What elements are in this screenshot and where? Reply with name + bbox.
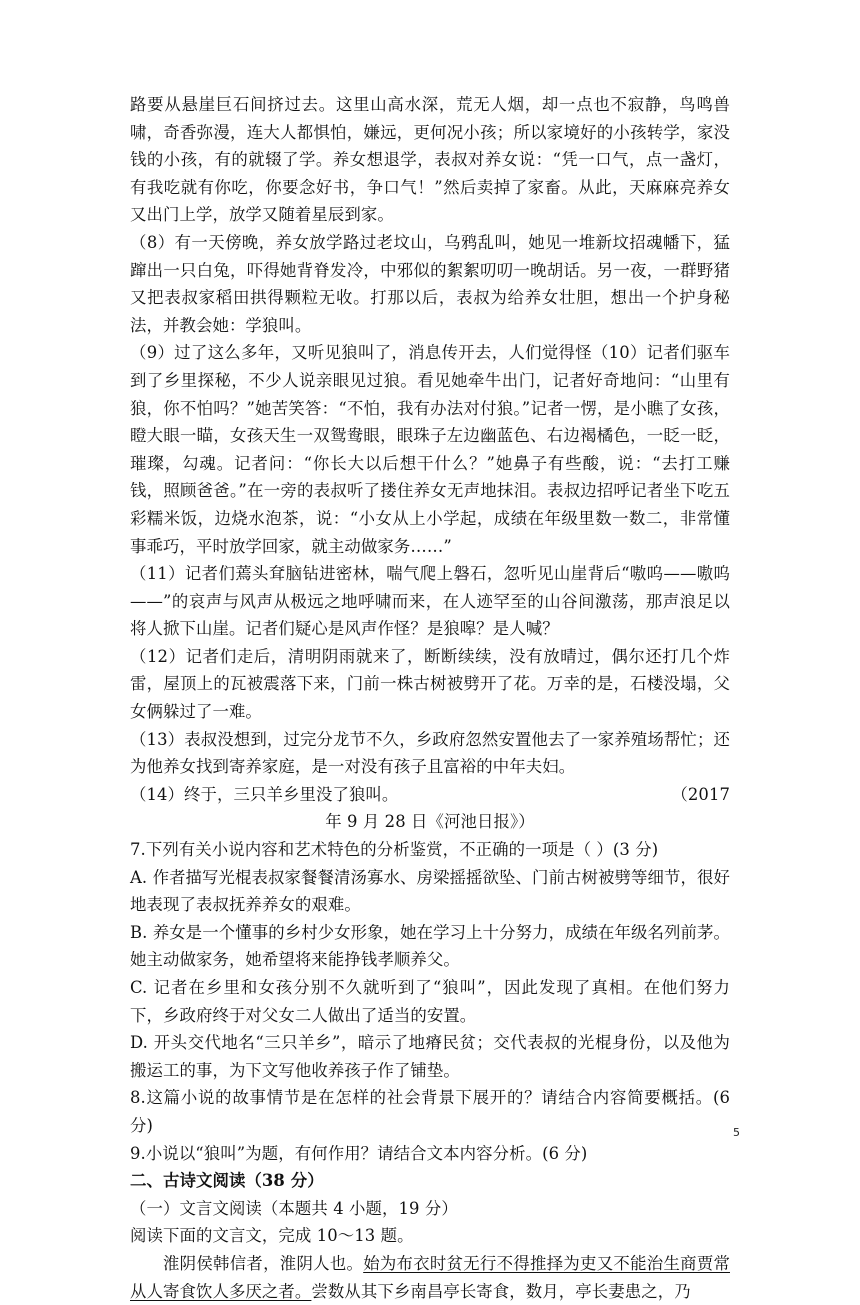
story-paragraph-11: （11）记者们蔫头耷脑钻进密林，喘气爬上磐石，忽听见山崖背后“嗷呜——嗷呜——”的哀声与风声从极远之地呼啸而来，在人迹罕至的山谷间激荡，那声浪足以将人掀下山崖。记者们疑心是风声作怪？是狼嗥？是人喊？ [130, 564, 730, 639]
story-paragraph-9-10: （9）过了这么多年，又听见狼叫了，消息传开去，人们觉得怪（10）记者们驱车到了乡里探秘，不少人说亲眼见过狼。看见她牵牛出门，记者好奇地问：“山里有狼，你不怕吗？”她苦笑答：“不怕，我有办法对付狼。”记者一愣，是小瞧了女孩，瞪大眼一瞄，女孩天生一双鸳鸯眼，眼珠子左边幽蓝色、右边褐橘色，一眨一眨，璀璨，勾魂。记者问：“你长大以后想干什么？”她鼻子有些酸，说：“去打工赚钱，照顾爸爸。”在一旁的表叔听了搂住养女无声地抹泪。表叔边招呼记者坐下吃五彩糯米饭，边烧水泡茶，说：“小女从上小学起，成绩在年级里数一数二，非常懂事乖巧，平时放学回家，就主动做家务……” [130, 343, 730, 556]
story-paragraph-8: （8）有一天傍晚，养女放学路过老坟山，乌鸦乱叫，她见一堆新坟招魂幡下，猛蹿出一只白兔，吓得她背脊发冷，中邪似的絮絮叨叨一晚胡话。另一夜，一群野猪又把表叔家稻田拱得颗粒无收。打那以后，表叔为给养女壮胆，想出一个护身秘法，并教会她：学狼叫。 [130, 232, 730, 335]
reading-instruction: 阅读下面的文言文，完成 10～13 题。 [130, 1226, 414, 1246]
story-paragraph-14: （14）终于，三只羊乡里没了狼叫。 [130, 784, 399, 804]
classical-text-start: 淮阴侯韩信者，淮阴人也。 [163, 1253, 364, 1273]
story-paragraph-12: （12）记者们走后，清明阴雨就来了，断断续续，没有放晴过，偶尔还打几个炸雷，屋顶上的瓦被震落下来，门前一株古树被劈开了花。万幸的是，石楼没塌，父女俩躲过了一难。 [130, 646, 730, 722]
subsection-heading: （一）文言文阅读（本题共 4 小题，19 分） [130, 1198, 458, 1218]
page-content [130, 91, 730, 1305]
story-paragraph-14-line [130, 781, 730, 809]
story-paragraph-7-continued: 路要从悬崖巨石间挤过去。这里山高水深，荒无人烟，却一点也不寂静，鸟鸣兽啸，奇香弥漫，连大人都惧怕，嫌远，更何况小孩；所以家境好的小孩转学，家没钱的小孩，有的就辍了学。养女想退学，表叔对养女说：“凭一口气，点一盏灯，有我吃就有你吃，你要念好书，争口气！”然后卖掉了家畜。从此，天麻麻亮养女又出门上学，放学又随着星辰到家。 [130, 95, 730, 225]
section-heading: 二、古诗文阅读（38 分） [130, 1171, 324, 1191]
question-9: 9.小说以“狼叫”为题，有何作用？请结合文本内容分析。(6 分) [130, 1143, 588, 1163]
question-7-option-d: D. 开头交代地名“三只羊乡”，暗示了地瘠民贫；交代表叔的光棍身份，以及他为搬运工的事，为下文写他收养孩子作了铺垫。 [130, 1033, 730, 1080]
page-number: 5 [733, 1126, 740, 1139]
source-citation: 年 9 月 28 日《河池日报》） [325, 812, 535, 832]
question-7-option-b: B. 养女是一个懂事的乡村少女形象，她在学习上十分努力，成绩在年级名列前茅。她主动做家务，她希望将来能挣钱孝顺养父。 [130, 922, 730, 970]
question-7-option-c: C. 记者在乡里和女孩分别不久就听到了“狼叫”，因此发现了真相。在他们努力下，乡政府终于对父女二人做出了适当的安置。 [130, 978, 730, 1025]
question-7-option-a: A. 作者描写光棍表叔家餐餐清汤寡水、房梁摇摇欲坠、门前古树被劈等细节，很好地表现了表叔抚养养女的艰难。 [130, 867, 730, 915]
question-7: 7.下列有关小说内容和艺术特色的分析鉴赏，不正确的一项是（ ）(3 分) [130, 840, 659, 860]
source-year: （2017 [671, 784, 730, 804]
underlined-sentence: 始为布衣时贫无行不得推择为吏又不能治生商贾常从人寄食饮人多厌之者。 [130, 1253, 730, 1301]
question-8: 8.这篇小说的故事情节是在怎样的社会背景下展开的？请结合内容简要概括。(6 分) [130, 1088, 730, 1135]
story-paragraph-13: （13）表叔没想到，过完分龙节不久，乡政府忽然安置他去了一家养殖场帮忙；还为他养女找到寄养家庭，是一对没有孩子且富裕的中年夫妇。 [130, 729, 730, 777]
classical-text [130, 1250, 730, 1305]
classical-text-rest: 尝数从其下乡南昌亭长寄食，数月，亭长妻患之，乃 [311, 1281, 691, 1301]
